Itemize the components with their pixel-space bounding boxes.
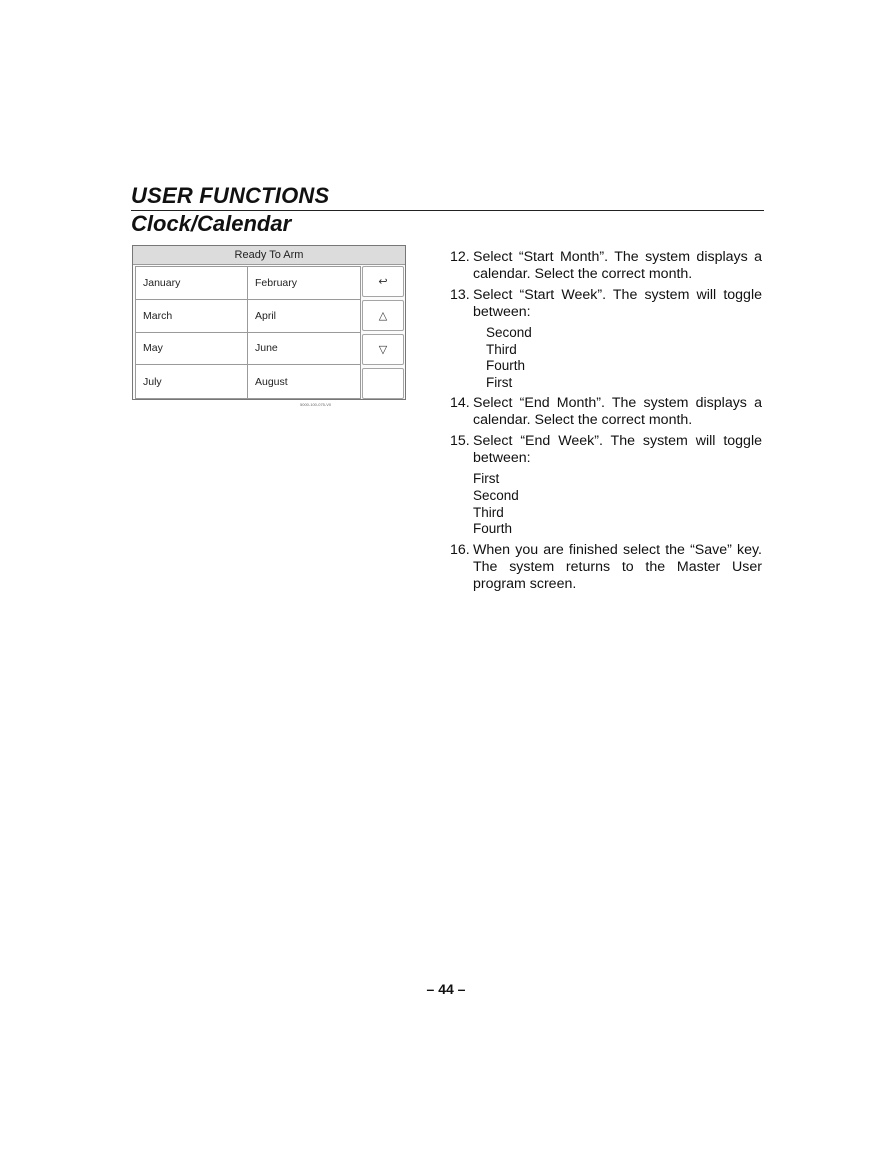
- step-13: [450, 287, 762, 321]
- triangle-down-icon: ▽: [378, 344, 388, 356]
- option-item: Fourth: [486, 358, 526, 374]
- step-15: [450, 433, 762, 467]
- back-arrow-icon: ↩: [378, 276, 388, 288]
- option-item: Fourth: [473, 521, 513, 537]
- month-button-april[interactable]: April: [248, 300, 360, 333]
- side-button-column: [362, 266, 404, 399]
- option-item: Third: [473, 504, 504, 520]
- keypad-status-title: Ready To Arm: [133, 246, 405, 265]
- step-number: 12.: [450, 249, 470, 265]
- month-button-january[interactable]: January: [136, 267, 248, 300]
- month-button-march[interactable]: March: [136, 300, 248, 333]
- figure-code: 5000-100-075-V0: [300, 402, 332, 407]
- month-button-may[interactable]: May: [136, 333, 248, 366]
- page-number: – 44 –: [426, 981, 466, 997]
- option-item: Second: [473, 487, 519, 503]
- option-item: First: [473, 471, 500, 487]
- month-button-july[interactable]: July: [136, 365, 248, 398]
- month-button-june[interactable]: June: [248, 333, 360, 366]
- month-grid: [135, 266, 361, 399]
- section-subtitle: Clock/Calendar: [131, 211, 292, 236]
- option-item: First: [486, 374, 513, 390]
- triangle-up-icon: △: [378, 310, 388, 322]
- step-text: Select “End Month”. The system displays a calendar. Select the correct month.: [473, 395, 762, 429]
- scroll-down-button[interactable]: [362, 334, 404, 365]
- scroll-up-button[interactable]: [362, 300, 404, 331]
- end-week-options: [450, 471, 762, 537]
- blank-button[interactable]: [362, 368, 404, 399]
- back-button[interactable]: [362, 266, 404, 297]
- option-item: Third: [486, 341, 517, 357]
- step-12: [450, 249, 762, 283]
- step-14: [450, 395, 762, 429]
- start-week-options: [450, 325, 762, 391]
- step-text: Select “Start Month”. The system displays a calendar. Select the correct month.: [473, 249, 762, 282]
- month-button-february[interactable]: February: [248, 267, 360, 300]
- option-item: Second: [486, 325, 532, 340]
- section-title: USER FUNCTIONS: [131, 183, 330, 208]
- step-text: When you are finished select the “Save” key. The system returns to the Master User program screen.: [473, 541, 762, 592]
- keypad-screenshot: [132, 245, 406, 400]
- step-text: Select “End Week”. The system will toggle between:: [473, 433, 762, 467]
- step-16: [450, 542, 762, 593]
- month-button-august[interactable]: August: [248, 365, 360, 398]
- step-number: 16.: [450, 541, 470, 558]
- instruction-steps: [450, 249, 762, 597]
- step-number: 13.: [450, 287, 470, 303]
- step-number: 14.: [450, 395, 470, 412]
- step-number: 15.: [450, 433, 470, 450]
- step-text: Select “Start Week”. The system will toggle between:: [473, 287, 762, 320]
